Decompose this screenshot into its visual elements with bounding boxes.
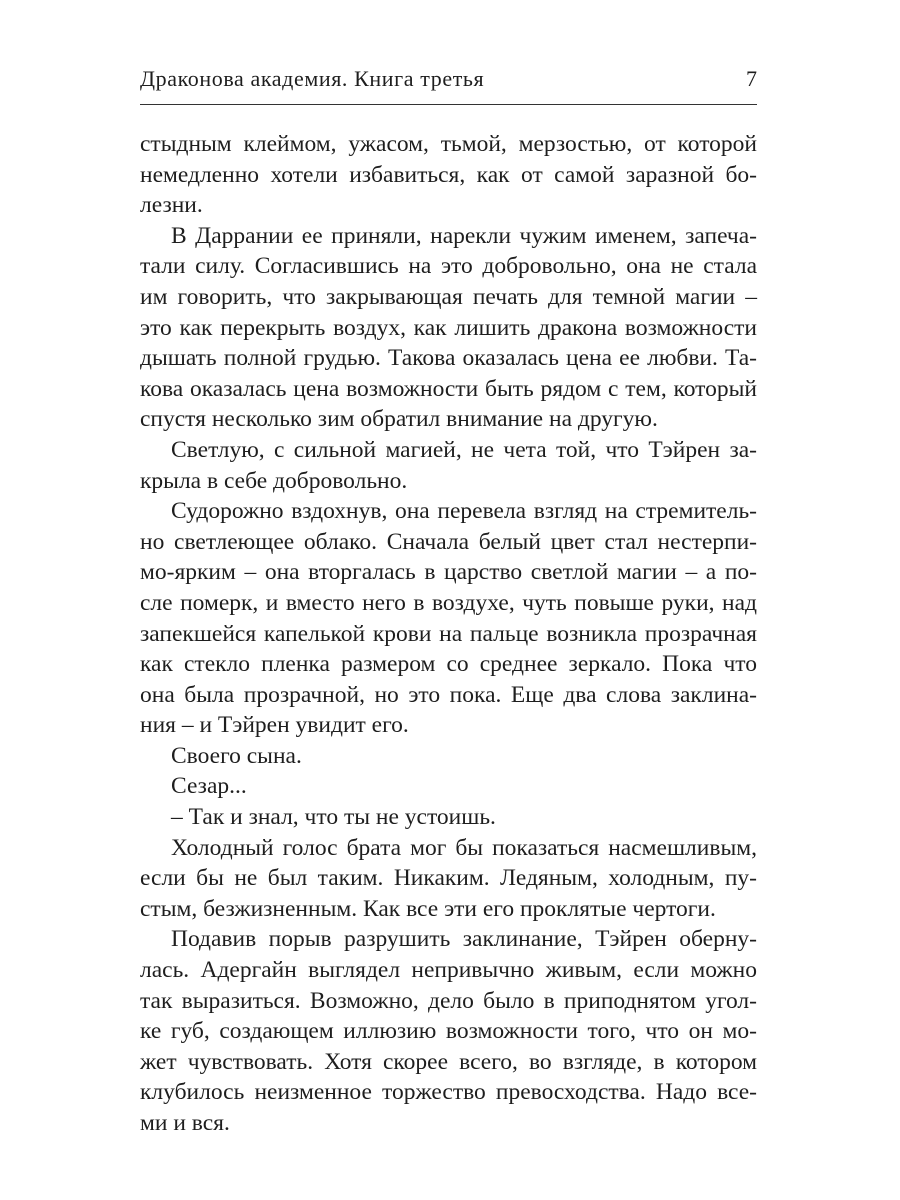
text-line: это как перекрыть воздух, как лишить дракона возможности xyxy=(140,314,757,341)
text-line: Светлую, с сильной магией, не чета той, что Тэйрен за- xyxy=(171,436,757,463)
text-line: стым, безжизненным. Как все эти его проклятые чертоги. xyxy=(140,895,716,922)
text-line: мо-ярким – она вторгалась в царство светлой магии – а по- xyxy=(140,559,757,586)
text-line: стыдным клеймом, ужасом, тьмой, мерзостью, от которой xyxy=(140,131,757,157)
running-header xyxy=(140,62,757,105)
page-number: 7 xyxy=(746,66,757,91)
text-line: клубилось неизменное торжество превосходства. Надо все- xyxy=(140,1079,757,1106)
text-line: запекшейся капелькой крови на пальце возникла прозрачная xyxy=(140,620,757,647)
text-line: ми и вся. xyxy=(140,1110,230,1136)
text-line: так выразиться. Возможно, дело было в приподнятом угол- xyxy=(140,987,757,1014)
text-line: крыла в себе добровольно. xyxy=(140,467,408,494)
text-line: Сезар... xyxy=(171,773,247,800)
text-line: она была прозрачной, но это пока. Еще два слова заклина- xyxy=(140,681,757,708)
text-line: немедленно хотели избавиться, как от самой заразной бо- xyxy=(140,161,757,188)
text-line: тали силу. Согласившись на это добровольно, она не стала xyxy=(140,253,757,280)
running-title: Драконова академия. Книга третья xyxy=(140,66,485,91)
text-line: ния – и Тэйрен увидит его. xyxy=(140,712,409,739)
text-line: Подавив порыв разрушить заклинание, Тэйрен оберну- xyxy=(171,926,757,953)
text-line: лась. Адергайн выглядел непривычно живым, если можно xyxy=(140,957,757,984)
text-line: но светлеющее облако. Сначала белый цвет стал нестерпи- xyxy=(140,528,757,555)
page-body-text xyxy=(140,129,757,1139)
text-line: Своего сына. xyxy=(171,742,302,769)
text-line: – Так и знал, что ты не устоишь. xyxy=(171,804,496,831)
text-line: Судорожно вздохнув, она перевела взгляд на стремитель- xyxy=(171,498,757,525)
text-line: спустя несколько зим обратил внимание на другую. xyxy=(140,406,658,433)
text-line: кова оказалась цена возможности быть рядом с тем, который xyxy=(140,375,757,402)
text-line: В Даррании ее приняли, нарекли чужим именем, запеча- xyxy=(171,222,757,249)
text-line: Холодный голос брата мог бы показаться насмешливым, xyxy=(171,834,757,861)
text-line: ке губ, создающем иллюзию возможности того, что он мо- xyxy=(140,1018,757,1045)
text-line: если бы не был таким. Никаким. Ледяным, холодным, пу- xyxy=(140,865,757,892)
text-line: как стекло пленка размером со среднее зеркало. Пока что xyxy=(140,651,757,678)
text-line: лезни. xyxy=(140,192,203,219)
text-line: им говорить, что закрывающая печать для темной магии – xyxy=(140,283,757,310)
text-line: сле померк, и вместо него в воздухе, чуть повыше руки, над xyxy=(140,589,757,616)
text-line: дышать полной грудью. Такова оказалась цена ее любви. Та- xyxy=(140,345,757,372)
text-line: жет чувствовать. Хотя скорее всего, во взгляде, в котором xyxy=(140,1048,757,1075)
